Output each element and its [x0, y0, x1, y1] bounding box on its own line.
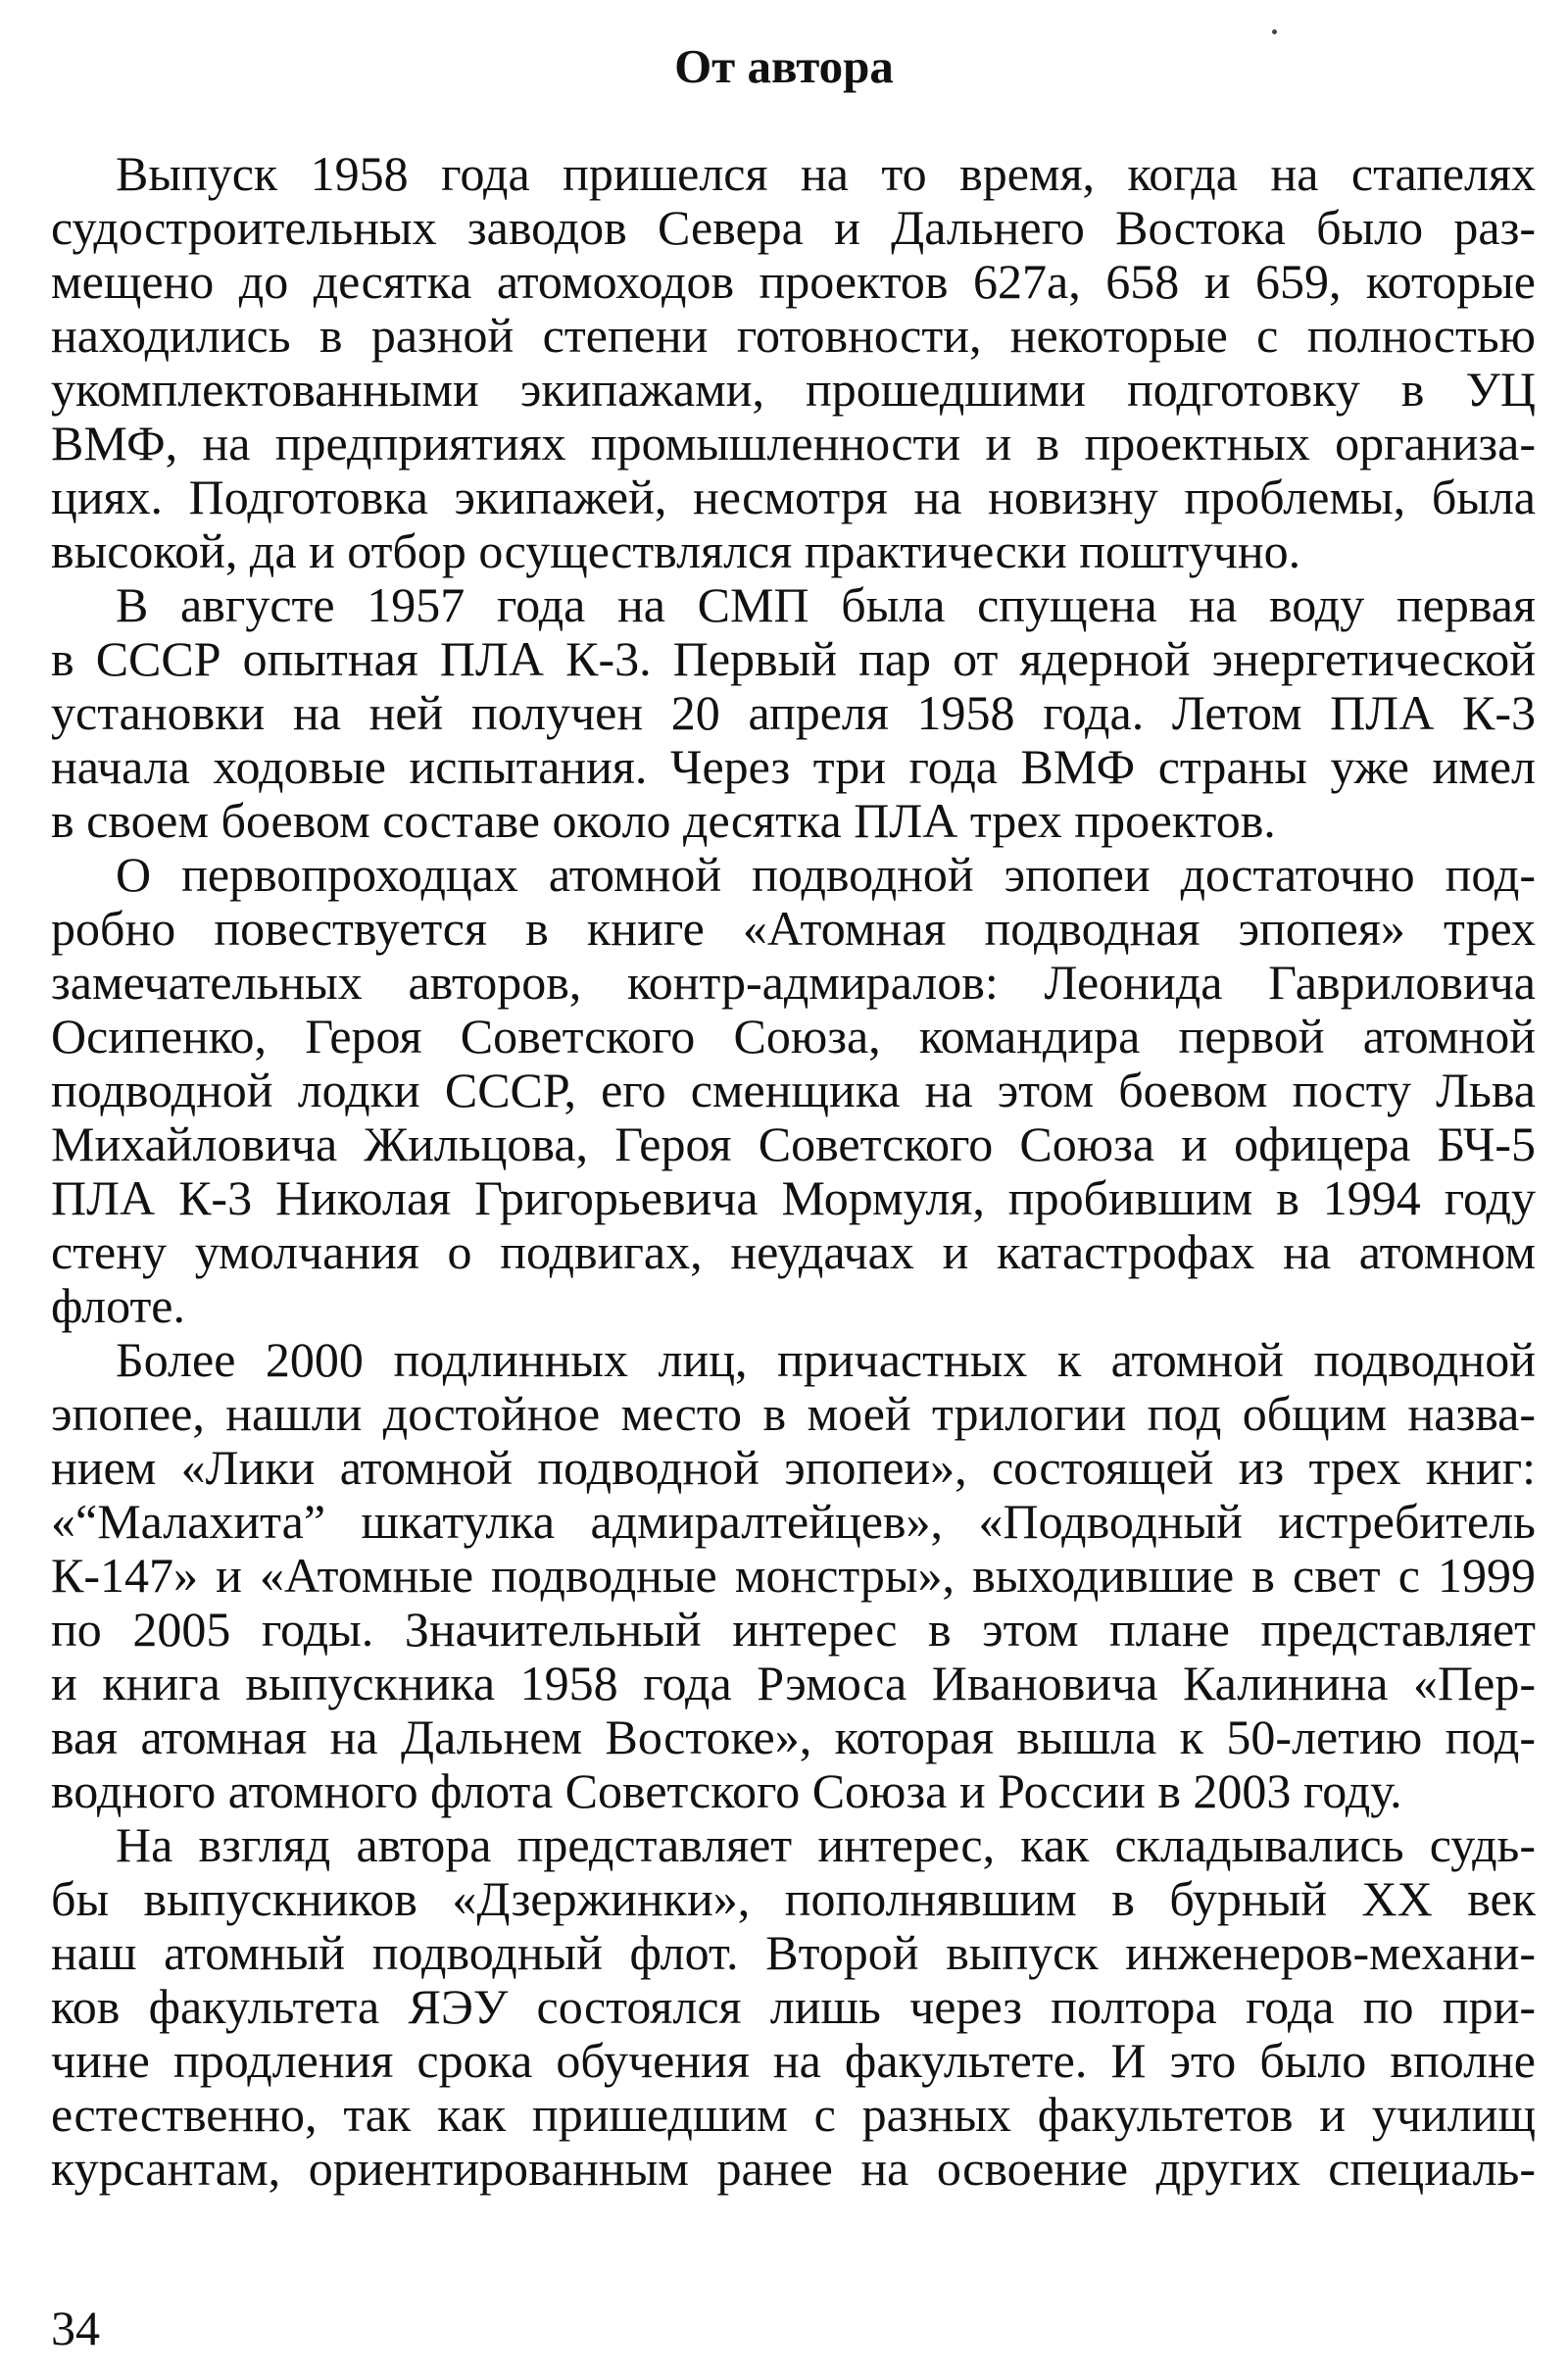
paragraph-line: Осипенко, Героя Советского Союза, командира первой атомной — [51, 1009, 1536, 1064]
paragraph-line: робно повествуется в книге «Атомная подводная эпопея» трех — [51, 901, 1536, 956]
paragraph-line: На взгляд автора представляет интерес, как складывались судь- — [116, 1817, 1536, 1872]
paragraph-line: высокой, да и отбор осуществлялся практически поштучно. — [51, 523, 1301, 578]
paragraph-line: циях. Подготовка экипажей, несмотря на новизну проблемы, была — [51, 470, 1536, 524]
paragraph-line: В августе 1957 года на СМП была спущена на воду первая — [116, 577, 1536, 632]
paragraph-line: естественно, так как пришедшим с разных факультетов и училищ — [51, 2087, 1536, 2142]
paragraph-line: в СССР опытная ПЛА К-3. Первый пар от ядерной энергетической — [51, 631, 1536, 686]
paragraph-line: О первопроходцах атомной подводной эпопеи достаточно под- — [116, 847, 1536, 902]
paragraph-line: находились в разной степени готовности, некоторые с полностью — [51, 308, 1536, 363]
paragraph-line: стену умолчания о подвигах, неудачах и катастрофах на атомном — [51, 1224, 1536, 1279]
paragraph-line: замечательных авторов, контр-адмиралов: Леонида Гавриловича — [51, 955, 1536, 1010]
paragraph-line: «“Малахита” шкатулка адмиралтейцев», «Подводный истребитель — [51, 1494, 1536, 1549]
paragraph-line: бы выпускников «Дзержинки», пополнявшим в бурный XX век — [51, 1871, 1536, 1926]
paragraph-line: ВМФ, на предприятиях промышленности и в проектных организа- — [51, 416, 1536, 470]
paragraph-line: флоте. — [51, 1278, 185, 1333]
body-text — [51, 147, 1536, 2196]
paragraph-line: в своем боевом составе около десятка ПЛА трех проектов. — [51, 793, 1276, 848]
paragraph-line: водного атомного флота Советского Союза и России в 2003 году. — [51, 1763, 1402, 1818]
paragraph-line: Выпуск 1958 года пришелся на то время, когда на стапелях — [116, 146, 1536, 201]
paragraph-line: укомплектованными экипажами, прошедшими подготовку в УЦ — [51, 362, 1536, 417]
paragraph-line: Более 2000 подлинных лиц, причастных к атомной подводной — [116, 1332, 1536, 1387]
paragraph-line: чине продления срока обучения на факультете. И это было вполне — [51, 2033, 1536, 2088]
page-number: 34 — [51, 2301, 100, 2355]
paragraph-line: установки на ней получен 20 апреля 1958 года. Летом ПЛА К-3 — [51, 685, 1536, 740]
paragraph-line: ПЛА К-3 Николая Григорьевича Мормуля, пробившим в 1994 году — [51, 1170, 1536, 1225]
paragraph-line: подводной лодки СССР, его сменщика на этом боевом посту Льва — [51, 1063, 1536, 1117]
paragraph-line: ков факультета ЯЭУ состоялся лишь через полтора года по при- — [51, 1979, 1536, 2034]
print-speck — [1272, 29, 1277, 34]
paragraph-line: и книга выпускника 1958 года Рэмоса Ивановича Калинина «Пер- — [51, 1656, 1536, 1710]
paragraph-line: начала ходовые испытания. Через три года ВМФ страны уже имел — [51, 739, 1536, 794]
paragraph-line: эпопее, нашли достойное место в моей трилогии под общим назва- — [51, 1386, 1536, 1441]
paragraph-line: наш атомный подводный флот. Второй выпуск инженеров-механи- — [51, 1925, 1536, 1980]
paragraph-line: судостроительных заводов Севера и Дальнего Востока было раз- — [51, 200, 1536, 255]
paragraph-line: по 2005 годы. Значительный интерес в этом плане представляет — [51, 1602, 1536, 1657]
paragraph-line: курсантам, ориентированным ранее на освоение других специаль- — [51, 2141, 1536, 2196]
paragraph-line: К-147» и «Атомные подводные монстры», выходившие в свет с 1999 — [51, 1548, 1536, 1603]
paragraph-line: вая атомная на Дальнем Востоке», которая вышла к 50-летию под- — [51, 1709, 1536, 1764]
page-title: От автора — [674, 39, 894, 93]
paragraph-line: мещено до десятка атомоходов проектов 627а, 658 и 659, которые — [51, 254, 1536, 309]
paragraph-line: нием «Лики атомной подводной эпопеи», состоящей из трех книг: — [51, 1440, 1536, 1495]
paragraph-line: Михайловича Жильцова, Героя Советского Союза и офицера БЧ-5 — [51, 1116, 1536, 1171]
